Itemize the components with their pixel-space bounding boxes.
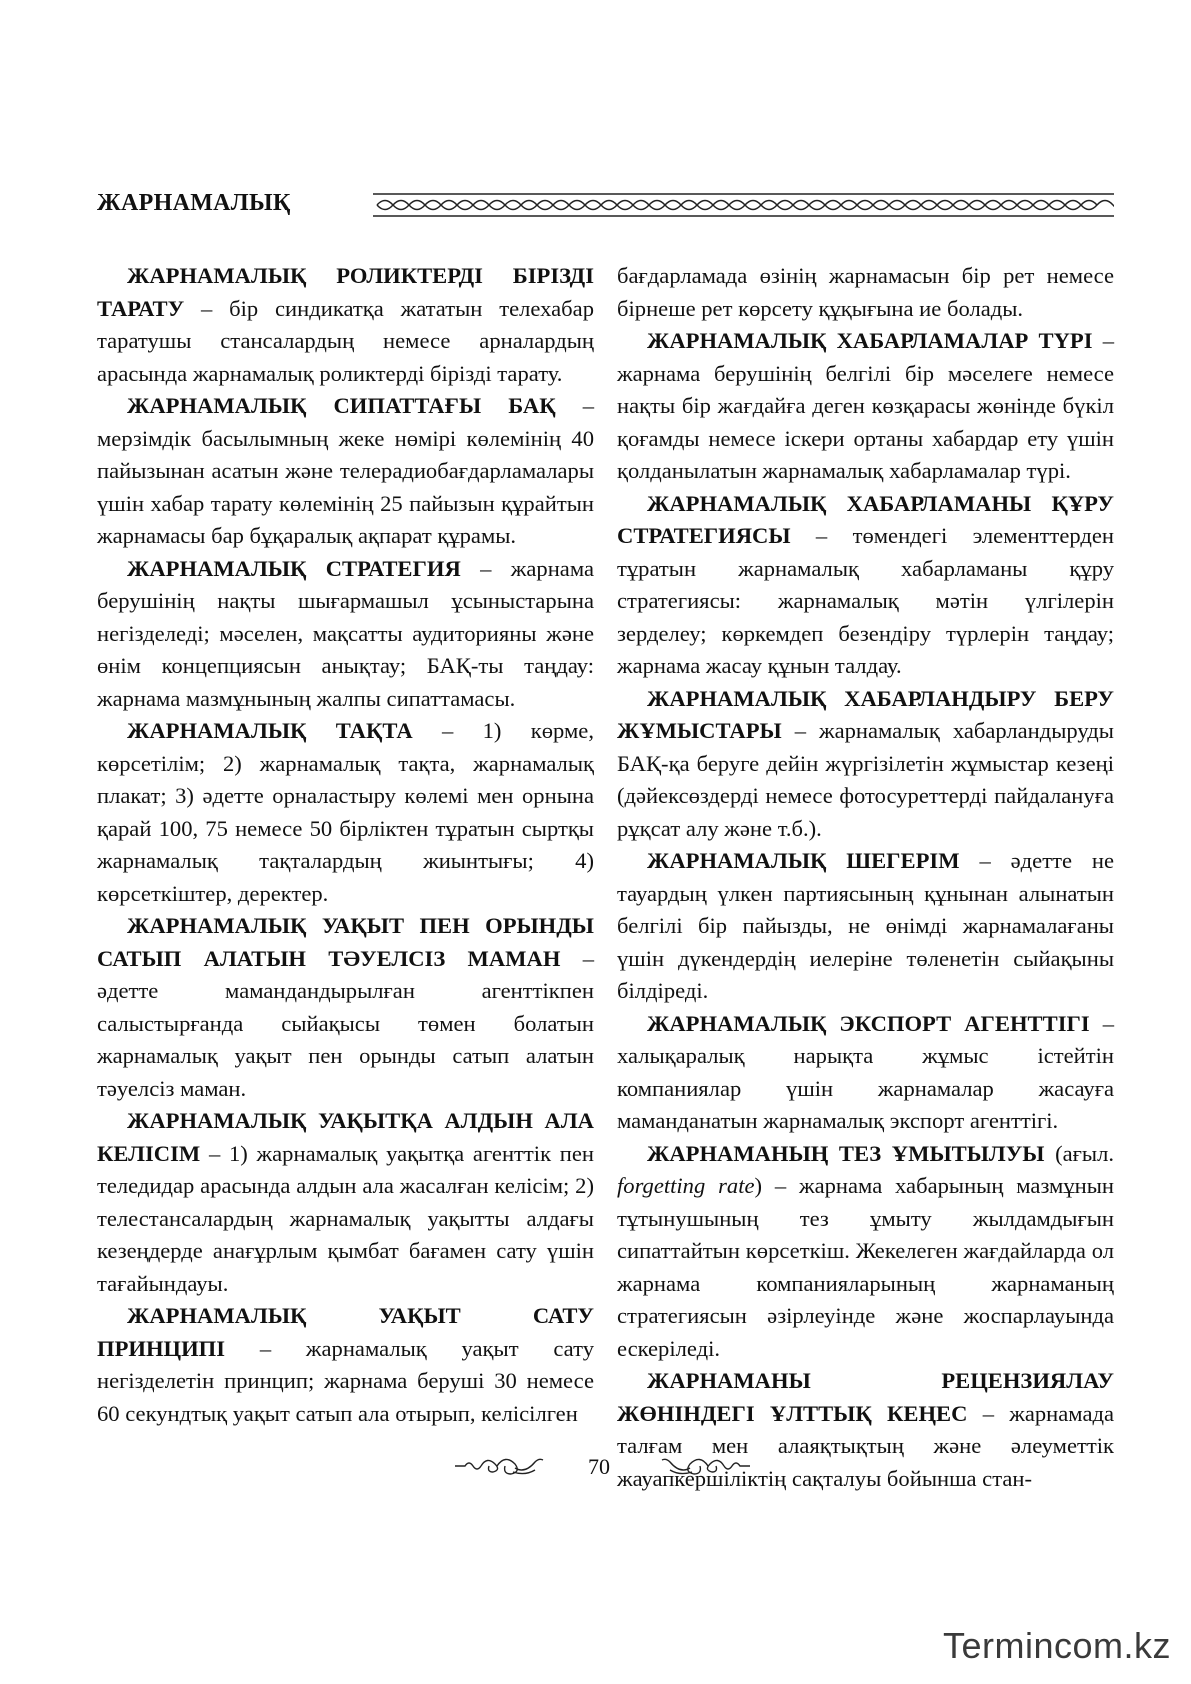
entry xyxy=(617,683,1114,846)
page-number: 70 xyxy=(588,1454,610,1479)
entry-term: ЖАРНАМАЛЫҚ УАҚЫТ ПЕН ОРЫНДЫ САТЫП АЛАТЫН ТӘУЕЛСІЗ МАМАН xyxy=(97,913,594,971)
entry xyxy=(97,553,594,716)
left-column xyxy=(97,260,594,1430)
entry-term: ЖАРНАМАЛЫҚ ХАБАРЛАМАНЫ ҚҰРУ СТРАТЕГИЯСЫ xyxy=(617,490,1114,548)
entry-definition: – әдетте мамандандырылған агенттікпен салыстырғанда сыйақысы төмен болатын жарнамалық уақыт пен орынды сатып алатын тәуелсіз маман. xyxy=(97,945,594,1101)
entry-term: ЖАРНАМАЛЫҚ РОЛИКТЕРДІ БІРІЗДІ ТАРАТУ xyxy=(97,263,594,321)
entry-term: ЖАРНАМАНЫ РЕЦЕНЗИЯЛАУ ЖӨНІНДЕГІ ҰЛТТЫҚ КЕҢЕС xyxy=(617,1368,1114,1426)
footer-ornament-right-icon xyxy=(660,1452,752,1480)
entry-definition: – жарнамалық хабарландыруды БАҚ-қа беруге дейін жүргізілетін жұмыстар кезеңі (дәйексөздерді немесе фотосуреттерді пайдалануға рұқсат алу және т.б.). xyxy=(617,718,1114,841)
entry xyxy=(617,845,1114,1008)
entry xyxy=(617,488,1114,683)
entry xyxy=(617,1138,1114,1366)
entry-definition: – халықаралық нарықта жұмыс істейтін компаниялар үшін жарнамалар жасауға маманданатын жарнамалық экспорт агенттігі. xyxy=(617,1010,1114,1133)
entry-term: ЖАРНАМАЛЫҚ ЭКСПОРТ АГЕНТТІГІ xyxy=(647,1010,1090,1036)
entry-definition: – жарнамалық уақыт сату негізделетін принцип; жарнама беруші 30 немесе 60 секундтық уақыт сатып ала отырып, келісілген xyxy=(97,1335,594,1426)
entry-foreign-term: forgetting rate xyxy=(617,1173,755,1198)
entry-definition: (ағыл. xyxy=(1044,1140,1114,1166)
entry-definition: – бір синдикатқа жататын телехабар таратушы стансалардың немесе арналардың арасында жарнамалық роликтерді бірізді тарату. xyxy=(97,295,594,386)
site-watermark: Termincom.kz xyxy=(942,1625,1171,1666)
entry-definition: – жарнама берушінің нақты шығармашыл ұсыныстарына негізделеді; мәселен, мақсатты аудиторияны және өнім концепциясын анықтау; БАҚ-ты таңдау: жарнама мазмұнының жалпы сипаттамасы. xyxy=(97,555,594,711)
entry xyxy=(97,390,594,553)
entry xyxy=(617,325,1114,488)
entry-term: ЖАРНАМАЛЫҚ ТАҚТА xyxy=(127,718,413,743)
entry-term: ЖАРНАМАЛЫҚ СИПАТТАҒЫ БАҚ xyxy=(127,393,556,418)
entry-term: ЖАРНАМАЛЫҚ УАҚЫТҚА АЛДЫН АЛА КЕЛІСІМ xyxy=(97,1108,594,1166)
entry-term: ЖАРНАМАЛЫҚ СТРАТЕГИЯ xyxy=(127,555,461,581)
entry xyxy=(97,910,594,1105)
entry xyxy=(617,1008,1114,1138)
right-column xyxy=(617,260,1114,1495)
entry-definition: бағдарламада өзінің жарнамасын бір рет немесе бірнеше рет көрсету құқығына ие болады. xyxy=(617,263,1114,321)
entry-definition: – жарнамада талғам мен алаяқтықтың және әлеуметтік жауапкершіліктің сақталуы бойынша стан- xyxy=(617,1400,1114,1491)
entry-definition: – әдетте не тауардың үлкен партиясының құнынан алынатын белгілі бір пайызды, не өнімді жарнамалағаны үшін дүкендердің иелеріне төленетін сыйақыны білдіреді. xyxy=(617,848,1114,1003)
footer-ornament-left-icon xyxy=(453,1452,545,1480)
entry-definition: – 1) көрме, көрсетілім; 2) жарнамалық тақта, жарнамалық плакат; 3) әдетте орналастыру көлемі мен орнына қарай 100, 75 немесе 50 бірліктен тұратын сыртқы жарнамалық тақталардың жиынтығы; 4) көрсеткіштер, деректер. xyxy=(97,718,594,906)
entry-term: ЖАРНАМАЛЫҚ ШЕГЕРІМ xyxy=(647,848,960,873)
entry-definition: – 1) жарнамалық уақытқа агенттік пен теледидар арасында алдын ала жасалған келісім; 2) телестансалардың жарнамалық уақытты алдағы кезеңдерде анағұрлым қымбат бағамен сату үшін тағайындауы. xyxy=(97,1140,594,1296)
entry-definition: – мерзімдік басылымның жеке нөмірі көлемінің 40 пайызынан асатын және телерадиобағдарламалары үшін хабар тарату көлемінің 25 пайызын құрайтын жарнамасы бар бұқаралық ақпарат құрамы. xyxy=(97,393,594,548)
entry-definition: ) – жарнама хабарының мазмұнын тұтынушының тез ұмыту жылдамдығын сипаттайтын көрсеткіш. Жекелеген жағдайларда ол жарнама компанияларының жарнаманың стратегиясын әзірлеуінде және жоспарлауында ескеріледі. xyxy=(617,1173,1115,1361)
entry-term: ЖАРНАМАЛЫҚ ХАБАРЛАНДЫРУ БЕРУ ЖҰМЫСТАРЫ xyxy=(617,685,1114,743)
entry-definition: – төмендегі элементтерден тұратын жарнамалық хабарламаны құру стратегиясы: жарнамалық мәтін үлгілерін зерделеу; көркемдеп безендіру түрлерін таңдау; жарнама жасау құнын талдау. xyxy=(617,523,1114,678)
entry-term: ЖАРНАМАЛЫҚ УАҚЫТ САТУ ПРИНЦИПІ xyxy=(97,1303,594,1361)
page-footer xyxy=(0,1448,1191,1488)
running-header xyxy=(97,190,1114,230)
decorative-border-icon xyxy=(373,192,1114,218)
entry-term: ЖАРНАМАНЫҢ ТЕЗ ҰМЫТЫЛУЫ xyxy=(647,1140,1045,1166)
entry-term: ЖАРНАМАЛЫҚ ХАБАРЛАМАЛАР ТҮРІ xyxy=(647,328,1093,353)
entry-definition: – жарнама берушінің белгілі бір мәселеге немесе нақты бір жағдайға деген көзқарасы жөнінде бүкіл қоғамды немесе іскери ортаны хабардар ету үшін қолданылатын жарнамалық хабарламалар түрі. xyxy=(617,328,1115,483)
entry xyxy=(97,1105,594,1300)
entry-continuation xyxy=(617,260,1114,325)
running-header-title: ЖАРНАМАЛЫҚ xyxy=(97,190,291,216)
entry xyxy=(97,260,594,390)
entry xyxy=(97,1300,594,1430)
entry xyxy=(97,715,594,910)
